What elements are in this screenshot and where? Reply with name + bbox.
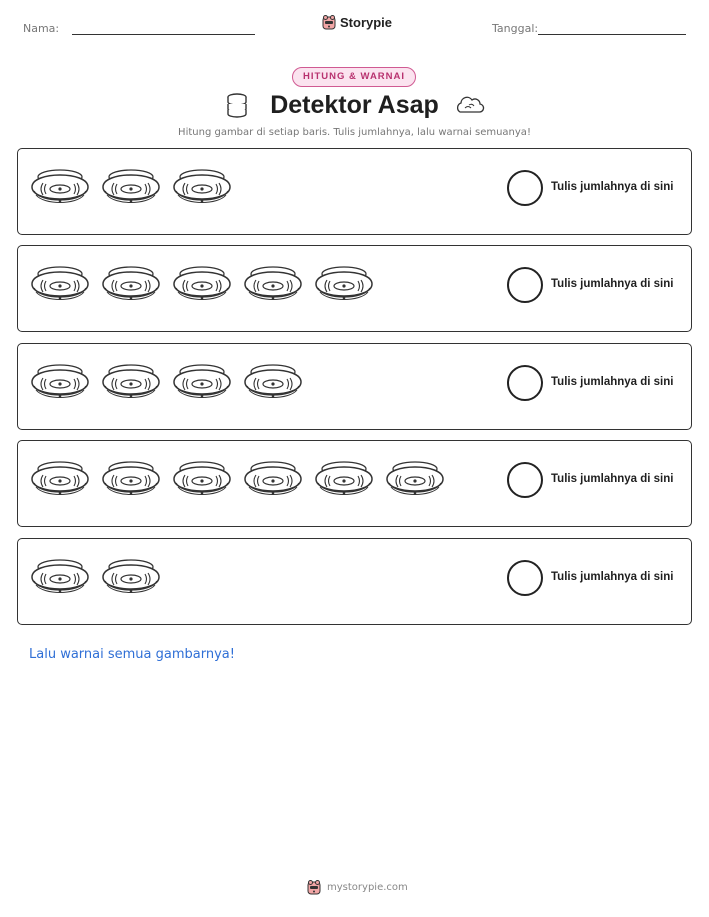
answer-prompt: Tulis jumlahnya di sini	[551, 571, 674, 583]
date-field[interactable]	[538, 34, 686, 35]
smoke-detector-icon	[314, 455, 374, 507]
worksheet-header	[0, 14, 709, 44]
coloring-note: Lalu warnai semua gambarnya!	[29, 647, 235, 662]
smoke-detector-icon	[30, 553, 90, 605]
storypie-logo-icon	[322, 14, 336, 30]
smoke-detector-icon	[243, 455, 303, 507]
site-url[interactable]: mystorypie.com	[327, 881, 408, 893]
instructions: Hitung gambar di setiap baris. Tulis jumlahnya, lalu warnai semuanya!	[178, 127, 531, 138]
smoke-detector-icon	[172, 163, 232, 215]
site-footer	[307, 879, 408, 895]
date-label: Tanggal:	[492, 22, 539, 35]
answer-prompt: Tulis jumlahnya di sini	[551, 278, 674, 290]
smoke-detector-icon	[101, 163, 161, 215]
answer-circle[interactable]	[507, 267, 543, 303]
category-badge: HITUNG & WARNAI	[292, 67, 416, 87]
smoke-detector-icon	[172, 260, 232, 312]
title-row	[0, 91, 709, 125]
smoke-detector-icon	[243, 358, 303, 410]
answer-circle[interactable]	[507, 462, 543, 498]
page-title: Detektor Asap	[270, 91, 439, 119]
smoke-detector-icon	[30, 455, 90, 507]
counting-row	[17, 148, 692, 235]
counting-row	[17, 343, 692, 430]
answer-prompt: Tulis jumlahnya di sini	[551, 181, 674, 193]
smoke-detector-icon	[314, 260, 374, 312]
smoke-detector-icon	[30, 163, 90, 215]
answer-prompt: Tulis jumlahnya di sini	[551, 473, 674, 485]
name-label: Nama:	[23, 22, 60, 35]
counting-row	[17, 538, 692, 625]
brand-name: Storypie	[340, 14, 393, 30]
smoke-detector-icon	[30, 358, 90, 410]
smoke-detector-icon	[172, 455, 232, 507]
smoke-detector-icon	[101, 358, 161, 410]
smoke-detector-icon	[172, 358, 232, 410]
smoke-cloud-icon	[455, 96, 485, 120]
smoke-detector-icon	[385, 455, 445, 507]
smoke-detector-icon	[101, 455, 161, 507]
storypie-logo-icon	[307, 879, 321, 895]
answer-prompt: Tulis jumlahnya di sini	[551, 376, 674, 388]
answer-circle[interactable]	[507, 560, 543, 596]
answer-circle[interactable]	[507, 170, 543, 206]
counting-row	[17, 245, 692, 332]
smoke-detector-icon	[30, 260, 90, 312]
name-field[interactable]	[72, 34, 255, 35]
answer-circle[interactable]	[507, 365, 543, 401]
smoke-detector-icon	[101, 553, 161, 605]
smoke-detector-icon	[243, 260, 303, 312]
smoke-detector-icon	[225, 93, 249, 123]
counting-row	[17, 440, 692, 527]
brand	[322, 14, 392, 30]
smoke-detector-icon	[101, 260, 161, 312]
